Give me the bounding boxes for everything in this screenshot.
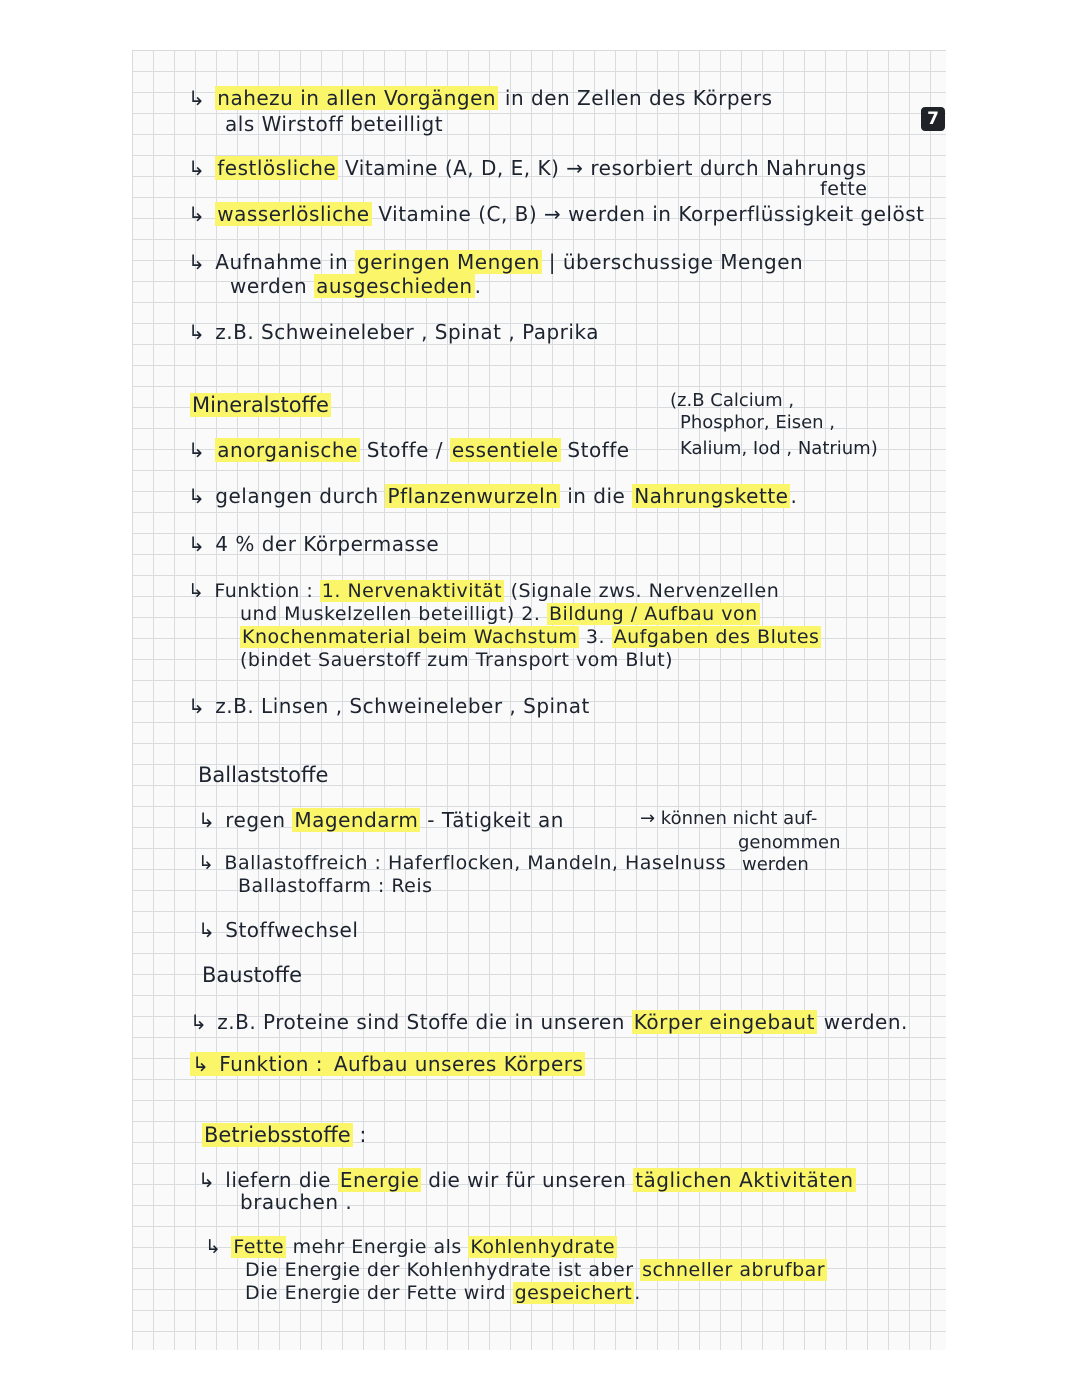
mineral-function-1: ↳ Funktion : 1. Nervenaktivität (Signale zws. Nervenzellen	[188, 580, 780, 602]
heading-baustoffe: Baustoffe	[202, 963, 302, 987]
operating-line-2: ↳ Fette mehr Energie als Kohlenhydrate	[205, 1236, 616, 1258]
fiber-line-2: ↳ Ballastoffreich : Haferflocken, Mandeln, Haselnuss	[198, 852, 727, 874]
fiber-note-2: genommen	[738, 832, 841, 853]
arrow-icon: ↳	[188, 532, 206, 556]
arrow-icon: ↳	[205, 1236, 222, 1258]
arrow-icon: ↳	[188, 156, 206, 180]
arrow-icon: ↳	[188, 202, 206, 226]
fiber-note-3: werden	[742, 854, 809, 875]
fiber-line-4: ↳ Stoffwechsel	[198, 918, 359, 942]
page-number-badge: 7	[921, 107, 945, 131]
building-line-2: ↳ Funktion : Aufbau unseres Körpers	[192, 1052, 584, 1076]
operating-line-1: ↳ liefern die Energie die wir für unseren täglichen Aktivitäten	[198, 1168, 854, 1192]
mineral-function-4: (bindet Sauerstoff zum Transport vom Blut)	[240, 649, 674, 671]
arrow-icon: ↳	[190, 1010, 208, 1034]
mineral-examples-3: Kalium, Iod , Natrium)	[680, 438, 878, 459]
vitamin-line-4b: werden ausgeschieden .	[230, 274, 482, 298]
arrow-icon: ↳	[188, 250, 206, 274]
vitamin-line-2: ↳ festlösliche Vitamine (A, D, E, K) → resorbiert durch Nahrungs	[188, 156, 867, 180]
operating-line-1b: brauchen .	[240, 1190, 353, 1214]
arrow-icon: ↳	[188, 86, 206, 110]
mineral-examples: ↳ z.B. Linsen , Schweineleber , Spinat	[188, 694, 590, 718]
mineral-line-3: ↳ 4 % der Körpermasse	[188, 532, 440, 556]
operating-line-4: Die Energie der Fette wird gespeichert .	[245, 1282, 641, 1304]
fiber-note-1: → können nicht auf-	[640, 808, 818, 829]
mineral-line-2: ↳ gelangen durch Pflanzenwurzeln in die Nahrungskette .	[188, 484, 798, 508]
heading-ballaststoffe: Ballaststoffe	[198, 763, 329, 787]
mineral-function-3: Knochenmaterial beim Wachstum 3. Aufgaben des Blutes	[242, 626, 820, 648]
mineral-line-1: ↳ anorganische Stoffe / essentiele Stoffe	[188, 438, 630, 462]
arrow-icon: ↳	[188, 484, 206, 508]
building-line-1: ↳ z.B. Proteine sind Stoffe die in unseren Körper eingebaut werden.	[190, 1010, 908, 1034]
arrow-icon: ↳	[198, 852, 215, 874]
vitamin-line-1b: als Wirstoff beteilligt	[225, 112, 444, 136]
arrow-icon: ↳	[198, 918, 216, 942]
fiber-line-1: ↳ regen Magendarm - Tätigkeit an	[198, 808, 564, 832]
vitamin-line-1: ↳ nahezu in allen Vorgängen in den Zellen des Körpers	[188, 86, 773, 110]
vitamin-line-2b: fette	[820, 178, 868, 200]
vitamin-line-3: ↳ wasserlösliche Vitamine (C, B) → werden in Korperflüssigkeit gelöst	[188, 202, 925, 226]
arrow-icon: ↳	[188, 580, 205, 602]
mineral-examples-2: Phosphor, Eisen ,	[680, 412, 836, 433]
arrow-icon: ↳	[188, 694, 206, 718]
heading-mineralstoffe: Mineralstoffe	[192, 393, 329, 417]
arrow-icon: ↳	[198, 1168, 216, 1192]
heading-betriebsstoffe: Betriebsstoffe :	[204, 1123, 367, 1147]
vitamin-line-4: ↳ Aufnahme in geringen Mengen | überschussige Mengen	[188, 250, 804, 274]
operating-line-3: Die Energie der Kohlenhydrate ist aber schneller abrufbar	[245, 1259, 826, 1281]
fiber-line-3: Ballastoffarm : Reis	[238, 875, 433, 897]
mineral-function-2: und Muskelzellen beteilligt) 2. Bildung / Aufbau von	[240, 603, 758, 625]
arrow-icon: ↳	[198, 808, 216, 832]
mineral-examples-1: (z.B Calcium ,	[670, 390, 795, 411]
arrow-icon: ↳	[188, 438, 206, 462]
arrow-icon: ↳	[192, 1052, 210, 1076]
arrow-icon: ↳	[188, 320, 206, 344]
vitamin-examples: ↳ z.B. Schweineleber , Spinat , Paprika	[188, 320, 599, 344]
